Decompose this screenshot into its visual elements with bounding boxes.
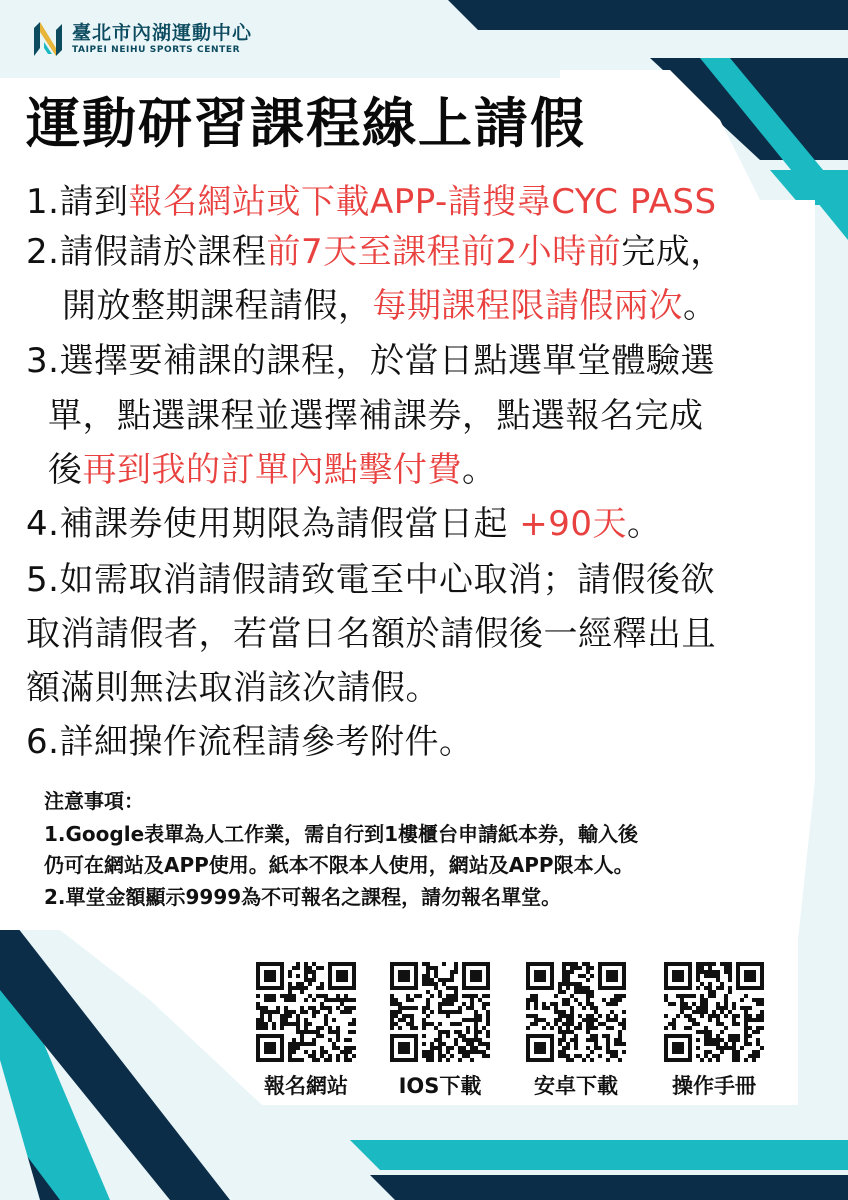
brand-name-zh: 臺北市內湖運動中心 (72, 22, 253, 44)
line-1-text: 1.請到 (26, 182, 129, 222)
brand-name-en: TAIPEI NEIHU SPORTS CENTER (72, 45, 241, 55)
instruction-line-8: 5.如需取消請假請致電至中心取消；請假後欲 (26, 560, 715, 600)
instruction-line-7 (26, 504, 662, 544)
qr-code-signup-site[interactable] (256, 962, 356, 1062)
page-title: 運動研習課程線上請假 (26, 92, 586, 155)
n-logo-icon (30, 18, 66, 60)
line-6-end: 。 (462, 450, 497, 490)
instruction-line-9: 取消請假者，若當日名額於請假後一經釋出且 (26, 614, 716, 654)
qr-label-android-download: 安卓下載 (534, 1074, 618, 1098)
instruction-line-6 (48, 450, 497, 490)
line-6-highlight: 再到我的訂單內點擊付費 (82, 450, 462, 490)
instruction-line-4: 3.選擇要補課的課程，於當日點選單堂體驗選 (26, 341, 715, 381)
qr-code-manual[interactable] (664, 962, 764, 1062)
line-2-highlight: 前7天至課程前2小時前 (266, 232, 622, 272)
instruction-line-3 (62, 286, 718, 326)
notes-line-1: 1.Google表單為人工作業，需自行到1樓櫃台申請紙本券，輸入後 (44, 822, 639, 846)
line-3-text: 開放整期課程請假， (62, 286, 373, 326)
line-1-highlight: 報名網站或下載APP-請搜尋CYC PASS (128, 182, 717, 222)
notes-heading: 注意事項： (44, 789, 144, 813)
qr-label-ios-download: IOS下載 (398, 1074, 482, 1098)
qr-label-signup-site: 報名網站 (264, 1074, 348, 1098)
qr-code-ios-download[interactable] (390, 962, 490, 1062)
instruction-line-5: 單，點選課程並選擇補課券，點選報名完成 (48, 396, 704, 436)
notes-line-2: 仍可在網站及APP使用。紙本不限本人使用，網站及APP限本人。 (44, 853, 634, 877)
instruction-line-2 (26, 232, 725, 272)
instruction-line-10: 額滿則無法取消該次請假。 (26, 668, 440, 708)
instruction-line-11: 6.詳細操作流程請參考附件。 (26, 722, 474, 762)
line-3-highlight: 每期課程限請假兩次 (372, 286, 683, 326)
line-3-end: 。 (683, 286, 718, 326)
qr-code-android-download[interactable] (526, 962, 626, 1062)
qr-label-manual: 操作手冊 (672, 1074, 756, 1098)
notes-line-3: 2.單堂金額顯示9999為不可報名之課程，請勿報名單堂。 (44, 885, 562, 909)
line-7-text: 4.補課券使用期限為請假當日起 (26, 504, 520, 544)
line-2-end: 完成， (621, 232, 725, 272)
instruction-line-1 (26, 182, 717, 222)
line-6-text: 後 (48, 450, 83, 490)
line-7-end: 。 (627, 504, 662, 544)
brand-logo (30, 18, 252, 60)
line-7-highlight: +90天 (519, 504, 628, 544)
line-2-text: 2.請假請於課程 (26, 232, 267, 272)
